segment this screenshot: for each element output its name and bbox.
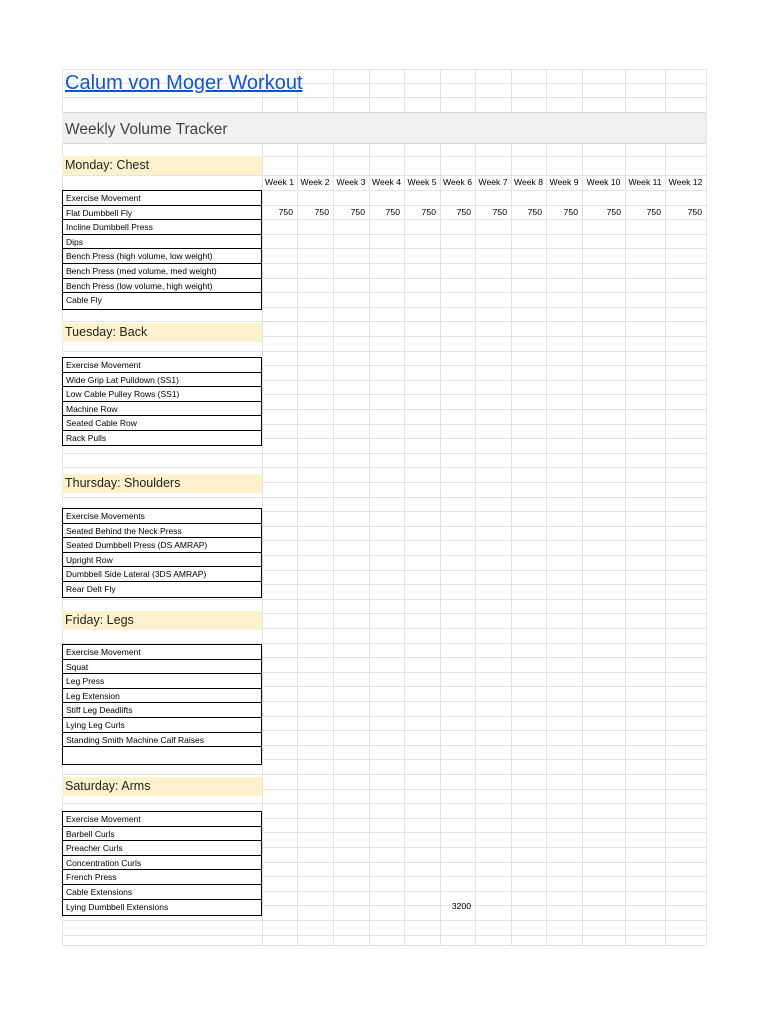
- exercise-row-divider: [63, 884, 261, 885]
- exercise-row-divider: [63, 386, 261, 387]
- exercise-row-divider: [63, 702, 261, 703]
- week-header-2: Week 2: [300, 177, 330, 187]
- grid-row-line: [62, 945, 706, 946]
- exercise-row-divider: [63, 869, 261, 870]
- week-header-6: Week 6: [443, 177, 472, 187]
- day-header-saturday: Saturday: Arms: [62, 777, 262, 796]
- exercise-cell[interactable]: Cable Fly: [66, 295, 102, 306]
- exercise-cell[interactable]: Incline Dumbbell Press: [66, 222, 153, 233]
- grid-row-line: [62, 69, 706, 70]
- flat-fly-week-11-value[interactable]: 750: [646, 206, 661, 217]
- exercise-cell[interactable]: Wide Grip Lat Pulldown (SS1): [66, 374, 179, 385]
- exercise-table-friday: [62, 644, 262, 765]
- exercise-cell[interactable]: Cable Extensions: [66, 887, 133, 897]
- exercise-row-divider: [63, 552, 261, 553]
- exercise-row-divider: [63, 292, 261, 293]
- exercise-cell[interactable]: Seated Behind the Neck Press: [66, 525, 182, 536]
- grid-column-line: [546, 69, 547, 945]
- exercise-cell[interactable]: Stiff Leg Deadlifts: [66, 705, 133, 716]
- exercise-cell[interactable]: Upright Row: [66, 554, 113, 565]
- grid-row-line: [62, 351, 706, 352]
- grid-row-line: [62, 97, 706, 98]
- workout-title-link[interactable]: Calum von Moger Workout: [65, 72, 303, 94]
- week-header-4: Week 4: [372, 177, 401, 187]
- grid-row-line: [62, 321, 706, 322]
- exercise-row-divider: [63, 855, 261, 856]
- exercise-cell[interactable]: Leg Press: [66, 676, 105, 687]
- day-header-thursday: Thursday: Shoulders: [62, 474, 262, 493]
- exercise-cell[interactable]: Flat Dumbbell Fly: [66, 207, 133, 218]
- week-header-11: Week 11: [628, 177, 662, 187]
- exercise-table-thursday: [62, 508, 262, 598]
- exercise-row-divider: [63, 401, 261, 402]
- grid-row-line: [62, 803, 706, 804]
- exercise-cell[interactable]: Dumbbell Side Lateral (3DS AMRAP): [66, 569, 207, 580]
- lying-db-ext-week-6-value[interactable]: 3200: [451, 900, 471, 911]
- exercise-row-divider: [63, 205, 261, 206]
- week-header-3: Week 3: [336, 177, 366, 187]
- exercise-table-saturday: [62, 811, 262, 916]
- exercise-cell[interactable]: French Press: [66, 872, 117, 883]
- exercise-row-divider: [63, 732, 261, 733]
- exercise-cell[interactable]: Seated Dumbbell Press (DS AMRAP): [66, 540, 208, 551]
- flat-fly-week-10-value[interactable]: 750: [606, 206, 621, 217]
- exercise-cell[interactable]: Preacher Curls: [66, 843, 123, 854]
- day-header-tuesday: Tuesday: Back: [62, 323, 262, 342]
- flat-fly-week-9-value[interactable]: 750: [563, 206, 578, 217]
- exercise-header-cell[interactable]: Exercise Movements: [66, 511, 145, 521]
- grid-column-line: [582, 69, 583, 945]
- exercise-header-cell[interactable]: Exercise Movement: [66, 814, 141, 824]
- grid-column-line: [511, 69, 512, 945]
- exercise-cell[interactable]: Bench Press (low volume, high weight): [66, 280, 213, 291]
- flat-fly-week-1-value[interactable]: 750: [278, 206, 293, 217]
- exercise-row-divider: [63, 746, 261, 747]
- exercise-cell[interactable]: Leg Extension: [66, 690, 120, 701]
- grid-column-line: [262, 69, 263, 945]
- exercise-cell[interactable]: Rack Pulls: [66, 433, 107, 443]
- exercise-cell[interactable]: Concentration Curls: [66, 857, 142, 868]
- day-header-friday: Friday: Legs: [62, 611, 262, 630]
- grid-row-line: [62, 935, 706, 936]
- flat-fly-week-5-value[interactable]: 750: [421, 206, 436, 217]
- grid-row-line: [62, 453, 706, 454]
- week-header-5: Week 5: [407, 177, 437, 187]
- exercise-row-divider: [63, 372, 261, 373]
- exercise-row-divider: [63, 840, 261, 841]
- week-header-8: Week 8: [514, 177, 543, 187]
- week-header-1: Week 1: [265, 177, 294, 187]
- exercise-cell[interactable]: Lying Leg Curls: [66, 720, 125, 730]
- exercise-row-divider: [63, 581, 261, 582]
- grid-column-line: [369, 69, 370, 945]
- grid-column-line: [706, 69, 707, 945]
- flat-fly-week-7-value[interactable]: 750: [492, 206, 507, 217]
- flat-fly-week-4-value[interactable]: 750: [385, 206, 400, 217]
- exercise-row-divider: [63, 537, 261, 538]
- flat-fly-week-8-value[interactable]: 750: [527, 206, 542, 217]
- exercise-row-divider: [63, 899, 261, 900]
- grid-row-line: [62, 467, 706, 468]
- exercise-cell[interactable]: Low Cable Pulley Rows (SS1): [66, 389, 180, 400]
- exercise-row-divider: [63, 234, 261, 235]
- exercise-row-divider: [63, 717, 261, 718]
- exercise-row-divider: [63, 673, 261, 674]
- exercise-row-divider: [63, 688, 261, 689]
- grid-column-line: [440, 69, 441, 945]
- grid-row-line: [62, 774, 706, 775]
- grid-row-line: [62, 497, 706, 498]
- flat-fly-week-12-value[interactable]: 750: [687, 206, 702, 217]
- spreadsheet: [62, 69, 706, 945]
- exercise-row-divider: [63, 278, 261, 279]
- exercise-row-divider: [63, 659, 261, 660]
- exercise-header-cell[interactable]: Exercise Movement: [66, 193, 141, 203]
- flat-fly-week-2-value[interactable]: 750: [314, 206, 329, 217]
- grid-row-line: [62, 599, 706, 600]
- week-header-9: Week 9: [549, 177, 579, 187]
- grid-row-line: [62, 920, 706, 921]
- exercise-cell[interactable]: Barbell Curls: [66, 828, 115, 839]
- exercise-cell[interactable]: Bench Press (med volume, med weight): [66, 266, 217, 276]
- grid-column-line: [665, 69, 666, 945]
- grid-column-line: [297, 69, 298, 945]
- day-header-monday: Monday: Chest: [62, 156, 262, 175]
- exercise-row-divider: [63, 415, 261, 416]
- flat-fly-week-3-value[interactable]: 750: [350, 206, 365, 217]
- exercise-header-cell[interactable]: Exercise Movement: [66, 360, 141, 370]
- exercise-row-divider: [63, 248, 261, 249]
- week-header-12: Week 12: [668, 177, 703, 187]
- exercise-cell[interactable]: Squat: [66, 661, 89, 672]
- week-header-7: Week 7: [478, 177, 508, 187]
- tracker-subtitle: Weekly Volume Tracker: [65, 121, 228, 138]
- exercise-cell[interactable]: Standing Smith Machine Calf Raises: [66, 734, 204, 745]
- flat-fly-week-6-value[interactable]: 750: [456, 206, 471, 217]
- exercise-row-divider: [63, 219, 261, 220]
- week-header-10: Week 10: [586, 177, 621, 187]
- exercise-cell[interactable]: Seated Cable Row: [66, 418, 137, 429]
- exercise-cell[interactable]: Lying Dumbbell Extensions: [66, 901, 169, 912]
- exercise-row-divider: [63, 430, 261, 431]
- exercise-row-divider: [63, 523, 261, 524]
- exercise-table-monday: [62, 190, 262, 310]
- exercise-row-divider: [63, 566, 261, 567]
- exercise-cell[interactable]: Machine Row: [66, 403, 118, 414]
- exercise-cell[interactable]: Bench Press (high volume, low weight): [66, 251, 213, 262]
- exercise-row-divider: [63, 826, 261, 827]
- exercise-cell[interactable]: Dips: [66, 236, 84, 247]
- exercise-header-cell[interactable]: Exercise Movement: [66, 647, 141, 657]
- exercise-row-divider: [63, 263, 261, 264]
- grid-column-line: [475, 69, 476, 945]
- grid-column-line: [625, 69, 626, 945]
- exercise-cell[interactable]: Rear Delt Fly: [66, 584, 116, 594]
- grid-column-line: [404, 69, 405, 945]
- grid-column-line: [333, 69, 334, 945]
- exercise-table-tuesday: [62, 357, 262, 446]
